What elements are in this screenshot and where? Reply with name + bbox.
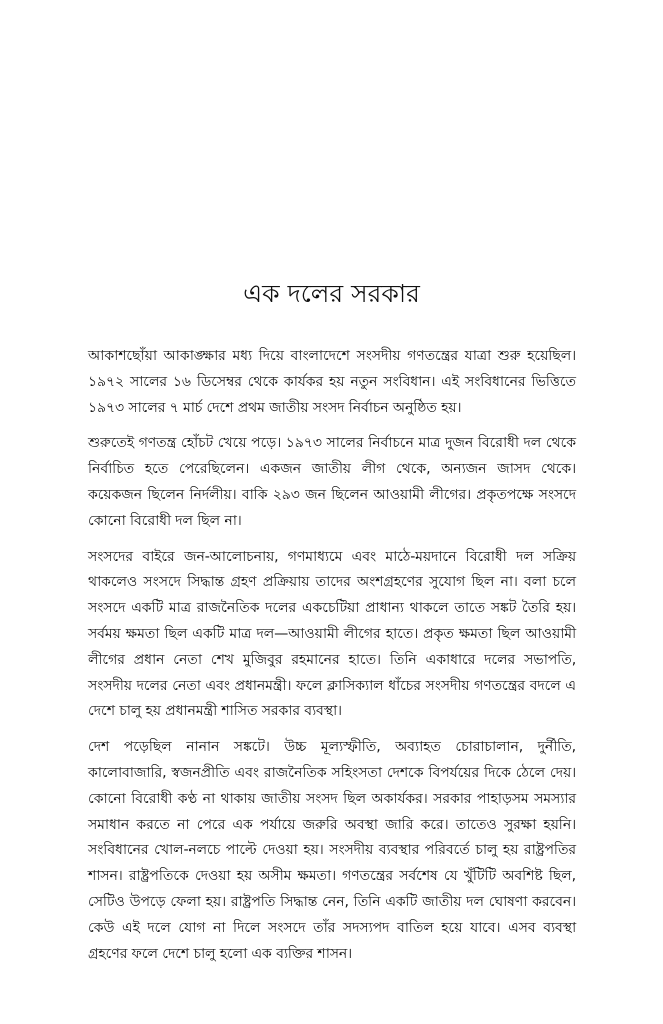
paragraph: আকাশছোঁয়া আকাঙ্ক্ষার মধ্য দিয়ে বাংলাদেশে সংসদীয় গণতন্ত্রের যাত্রা শুরু হয়েছিল। ১৯৭২ সালের ১৬ ডিসেম্বর থেকে কার্যকর হয় নতুন সংবিধান। এই সংবিধানের ভিত্তিতে ১৯৭৩ সালের ৭ মার্চ দেশে প্রথম জাতীয় সংসদ নির্বাচন অনুষ্ঠিত হয়।: [88, 348, 576, 416]
chapter-body: [88, 344, 576, 977]
chapter-title: এক দলের সরকার: [243, 279, 420, 308]
paragraph: সংসদের বাইরে জন-আলোচনায়, গণমাধ্যমে এবং মাঠে-ময়দানে বিরোধী দল সক্রিয় থাকলেও সংসদে সিদ্ধান্ত গ্রহণ প্রক্রিয়ায় তাদের অংশগ্রহণের সুযোগ ছিল না। বলা চলে সংসদে একটি মাত্র রাজনৈতিক দলের একচেটিয়া প্রাধান্য থাকলে তাতে সঙ্কট তৈরি হয়। সর্বময় ক্ষমতা ছিল একটি মাত্র দল—আওয়ামী লীগের হাতে। প্রকৃত ক্ষমতা ছিল আওয়ামী লীগের প্রধান নেতা শেখ মুজিবুর রহমানের হাতে। তিনি একাধারে দলের সভাপতি, সংসদীয় দলের নেতা এবং প্রধানমন্ত্রী। ফলে ক্লাসিক্যাল ধাঁচের সংসদীয় গণতন্ত্রের বদলে এ দেশে চালু হয় প্রধানমন্ত্রী শাসিত সরকার ব্যবস্থা।: [88, 548, 576, 720]
paragraph: শুরুতেই গণতন্ত্র হোঁচট খেয়ে পড়ে। ১৯৭৩ সালের নির্বাচনে মাত্র দুজন বিরোধী দল থেকে নির্বাচিত হতে পেরেছিলেন। একজন জাতীয় লীগ থেকে, অন্যজন জাসদ থেকে। কয়েকজন ছিলেন নির্দলীয়। বাকি ২৯৩ জন ছিলেন আওয়ামী লীগের। প্রকৃতপক্ষে সংসদে কোনো বিরোধী দল ছিল না।: [88, 435, 576, 529]
paragraph: দেশ পড়েছিল নানান সঙ্কটে। উচ্চ মূল্যস্ফীতি, অব্যাহত চোরাচালান, দুর্নীতি, কালোবাজারি, স্বজনপ্রীতি এবং রাজনৈতিক সহিংসতা দেশকে বিপর্যয়ের দিকে ঠেলে দেয়। কোনো বিরোধী কণ্ঠ না থাকায় জাতীয় সংসদ ছিল অকার্যকর। সরকার পাহাড়সম সমস্যার সমাধান করতে না পেরে এক পর্যায়ে জরুরি অবস্থা জারি করে। তাতেও সুরক্ষা হয়নি। সংবিধানের খোল-নলচে পাল্টে দেওয়া হয়। সংসদীয় ব্যবস্থার পরিবর্তে চালু হয় রাষ্ট্রপতির শাসন। রাষ্ট্রপতিকে দেওয়া হয় অসীম ক্ষমতা। গণতন্ত্রের সর্বশেষ যে খুঁটিটি অবশিষ্ট ছিল, সেটিও উপড়ে ফেলা হয়। রাষ্ট্রপতি সিদ্ধান্ত নেন, তিনি একটি জাতীয় দল ঘোষণা করবেন। কেউ এই দলে যোগ না দিলে সংসদে তাঁর সদস্যপদ বাতিল হয়ে যাবে। এসব ব্যবস্থা গ্রহণের ফলে দেশে চালু হলো এক ব্যক্তির শাসন।: [88, 739, 576, 962]
